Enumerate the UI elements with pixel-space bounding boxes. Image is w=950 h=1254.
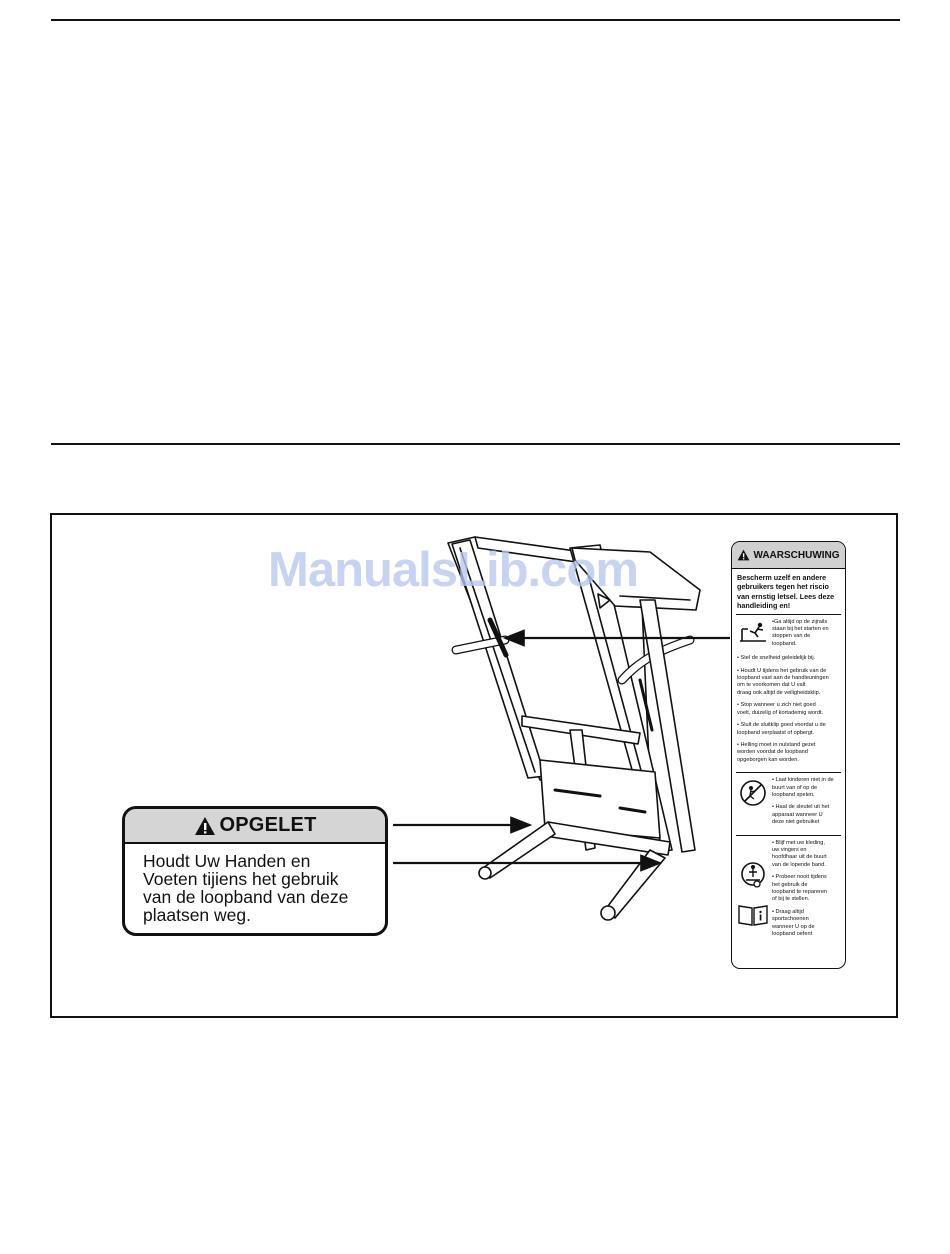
warning-text-line: van de lopende band. bbox=[772, 861, 826, 868]
warning-text-line: buurt van of op de bbox=[772, 784, 818, 791]
warning-row-fall bbox=[736, 615, 841, 652]
caution-label-header bbox=[125, 809, 385, 844]
warning-text-line: •Ga altijd op de zijrails bbox=[772, 618, 828, 625]
caution-label bbox=[122, 806, 388, 936]
warning-text-line: loopband vast aan de handleuningen bbox=[737, 675, 829, 682]
warning-text-line: • Probeer nooit tijdens bbox=[772, 874, 827, 881]
caution-label-title: OPGELET bbox=[219, 814, 317, 836]
warning-text-line: loopband verplaatst of opbergt. bbox=[737, 729, 815, 736]
warning-intro-line: van ernstig letsel. Lees deze bbox=[737, 591, 835, 601]
warning-text-line: loopband te repareren bbox=[772, 889, 828, 895]
warning-text-line: voelt, duizelig of kortademig wordt. bbox=[737, 709, 824, 716]
warning-intro-line: gebruikers tegen het riscio bbox=[737, 582, 829, 592]
warning-text-line: • Stop wanneer u zich niet goed bbox=[737, 702, 816, 709]
warning-general-items bbox=[736, 651, 841, 773]
no-children-icon bbox=[739, 779, 767, 807]
warning-row-entanglement bbox=[736, 836, 841, 947]
warning-text-line: loopband. bbox=[772, 640, 797, 647]
warning-text-line: • Houdt U tijdens het gebruik van de bbox=[737, 667, 827, 674]
warning-text-line: apparaat wanneer U bbox=[772, 811, 823, 818]
warning-label-header bbox=[732, 542, 845, 569]
warning-text-line: • Blijf met uw kleding, bbox=[772, 839, 825, 846]
warning-text-line: deze niet gebruiket bbox=[772, 819, 820, 826]
warning-text-line: • Haal de sleutel uit het bbox=[772, 804, 830, 811]
caution-line: Voeten tijiens het gebruik bbox=[143, 869, 339, 889]
warning-text-line: loopband oefent bbox=[772, 931, 813, 938]
warning-text-line: om te voorkomen dat U valt bbox=[737, 682, 806, 689]
warning-text-line: hoofdhaar uit de buurt bbox=[772, 854, 827, 861]
warning-item-speed bbox=[737, 655, 841, 662]
fall-hazard-icon bbox=[738, 621, 768, 643]
caution-label-text bbox=[125, 844, 385, 924]
warning-label bbox=[731, 541, 846, 969]
warning-text-line: • Sluit de sluitklip goed voordat u de bbox=[737, 722, 826, 729]
warning-text-line: of bij te stellen. bbox=[772, 896, 810, 903]
caution-line: Houdt Uw Handen en bbox=[143, 851, 311, 871]
watermark: ManualsLib.com bbox=[268, 543, 638, 597]
warning-label-title: WAARSCHUWING bbox=[753, 549, 840, 561]
warning-text-line: draag ook altijd de veiligheidsklip. bbox=[737, 689, 821, 696]
warning-text-line: • Draag altijd bbox=[772, 908, 804, 915]
warning-text-line: loopband spelen. bbox=[772, 791, 815, 798]
warning-triangle-icon bbox=[194, 816, 216, 836]
entanglement-icon bbox=[740, 861, 766, 891]
caution-line: plaatsen weg. bbox=[143, 905, 251, 925]
warning-text-line: • Laat kinderen niet in de bbox=[772, 777, 834, 784]
warning-text-line: wanneer U op de bbox=[772, 923, 815, 930]
warning-item-latch bbox=[737, 722, 841, 737]
warning-text-line: • Stel de snelheid geleidelijk bij. bbox=[737, 655, 816, 662]
warning-text-line: opgeborgen kan worden. bbox=[737, 756, 799, 763]
warning-intro-line: Bescherm uzelf en andere bbox=[737, 573, 827, 582]
warning-item-handrails bbox=[737, 668, 841, 698]
warning-triangle-icon bbox=[737, 549, 750, 561]
warning-intro-line: handleiding en! bbox=[737, 601, 791, 611]
warning-text-line: stoppen van de bbox=[772, 633, 811, 640]
warning-text-line: uw vingers en bbox=[772, 846, 807, 853]
warning-text-line: sportschoenen bbox=[772, 916, 809, 923]
warning-text-line: worden voordat de loopband bbox=[737, 749, 808, 756]
warning-item-incline bbox=[737, 742, 841, 764]
warning-item-stop bbox=[737, 702, 841, 717]
warning-text-line: • Helling moet in nulstand gezet bbox=[737, 741, 816, 748]
caution-line: van de loopband van deze bbox=[143, 887, 349, 907]
warning-text-line: het gebruik de bbox=[772, 881, 808, 888]
read-manual-icon bbox=[737, 903, 769, 927]
warning-text-line: staan bij het starten en bbox=[772, 626, 829, 633]
warning-row-children bbox=[736, 773, 841, 835]
warning-intro bbox=[736, 569, 841, 615]
